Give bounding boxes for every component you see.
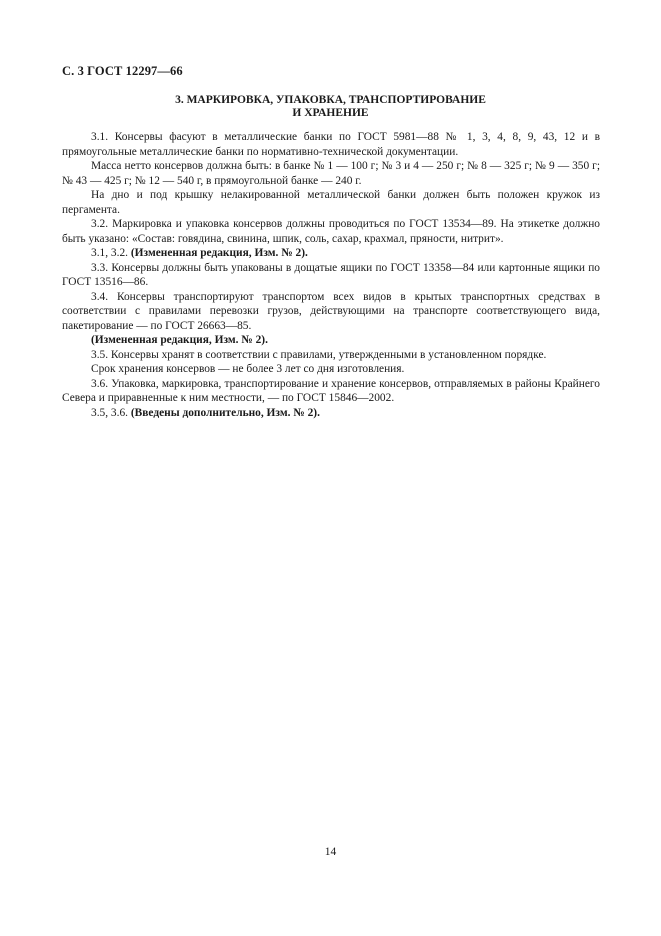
section-title	[62, 94, 599, 120]
amendment-note-text: (Введены дополнительно, Изм. № 2).	[130, 406, 320, 419]
amendment-note-3-5-3-6	[62, 406, 600, 421]
paragraph-3-5: 3.5. Консервы хранят в соответствии с правилами, утвержденными в установленном порядке.	[91, 348, 547, 361]
paragraph-3-1-net-mass: Масса нетто консервов должна быть: в банке № 1 — 100 г; № 3 и 4 — 250 г; № 8 — 325 г; № 9 — 350 г; № 43 — 425 г; № 12 — 540 г, в прямоугольной банке — 240 г.	[62, 160, 600, 187]
paragraph-3-4: 3.4. Консервы транспортируют транспортом всех видов в крытых транспортных средствах в соответствии с правилами перевозки грузов, действующими на транспорте соответствующего вида, пакетирование — по ГОСТ 26663—85.	[62, 290, 600, 332]
amendment-note-prefix: 3.1, 3.2.	[91, 247, 129, 259]
paragraph-3-1: 3.1. Консервы фасуют в металлические банки по ГОСТ 5981—88 № 1, 3, 4, 8, 9, 43, 12 и в прямоугольные металлические банки по нормативно-технической документации.	[62, 131, 600, 158]
page-number: 14	[324, 846, 337, 858]
amendment-note-prefix: 3.5, 3.6.	[91, 406, 129, 419]
running-header: С. 3 ГОСТ 12297—66	[62, 64, 183, 78]
paragraph-3-2: 3.2. Маркировка и упаковка консервов должны проводиться по ГОСТ 13534—89. На этикетке должно быть указано: «Состав: говядина, свинина, шпик, соль, сахар, крахмал, пряности, нитрит».	[62, 218, 600, 245]
document-body	[62, 130, 600, 420]
amendment-note-text: (Измененная редакция, Изм. № 2).	[91, 334, 268, 346]
section-title-line-1: 3. МАРКИРОВКА, УПАКОВКА, ТРАНСПОРТИРОВАНИЕ	[175, 94, 486, 106]
paragraph-3-3: 3.3. Консервы должны быть упакованы в дощатые ящики по ГОСТ 13358—84 или картонные ящики по ГОСТ 13516—86.	[62, 261, 600, 288]
section-title-line-2: И ХРАНЕНИЕ	[292, 107, 369, 119]
paragraph-3-1-parchment: На дно и под крышку нелакированной металлической банки должен быть положен кружок из пергамента.	[62, 189, 600, 216]
amendment-note-3-1-3-2	[62, 246, 600, 261]
paragraph-3-6: 3.6. Упаковка, маркировка, транспортирование и хранение консервов, отправляемых в районы Крайнего Севера и приравненные к ним местности, — по ГОСТ 15846—2002.	[62, 377, 600, 404]
amendment-note-3-4	[62, 333, 600, 348]
amendment-note-text: (Измененная редакция, Изм. № 2).	[130, 247, 308, 259]
paragraph-3-5-shelf-life: Срок хранения консервов — не более 3 лет со дня изготовления.	[91, 363, 405, 375]
